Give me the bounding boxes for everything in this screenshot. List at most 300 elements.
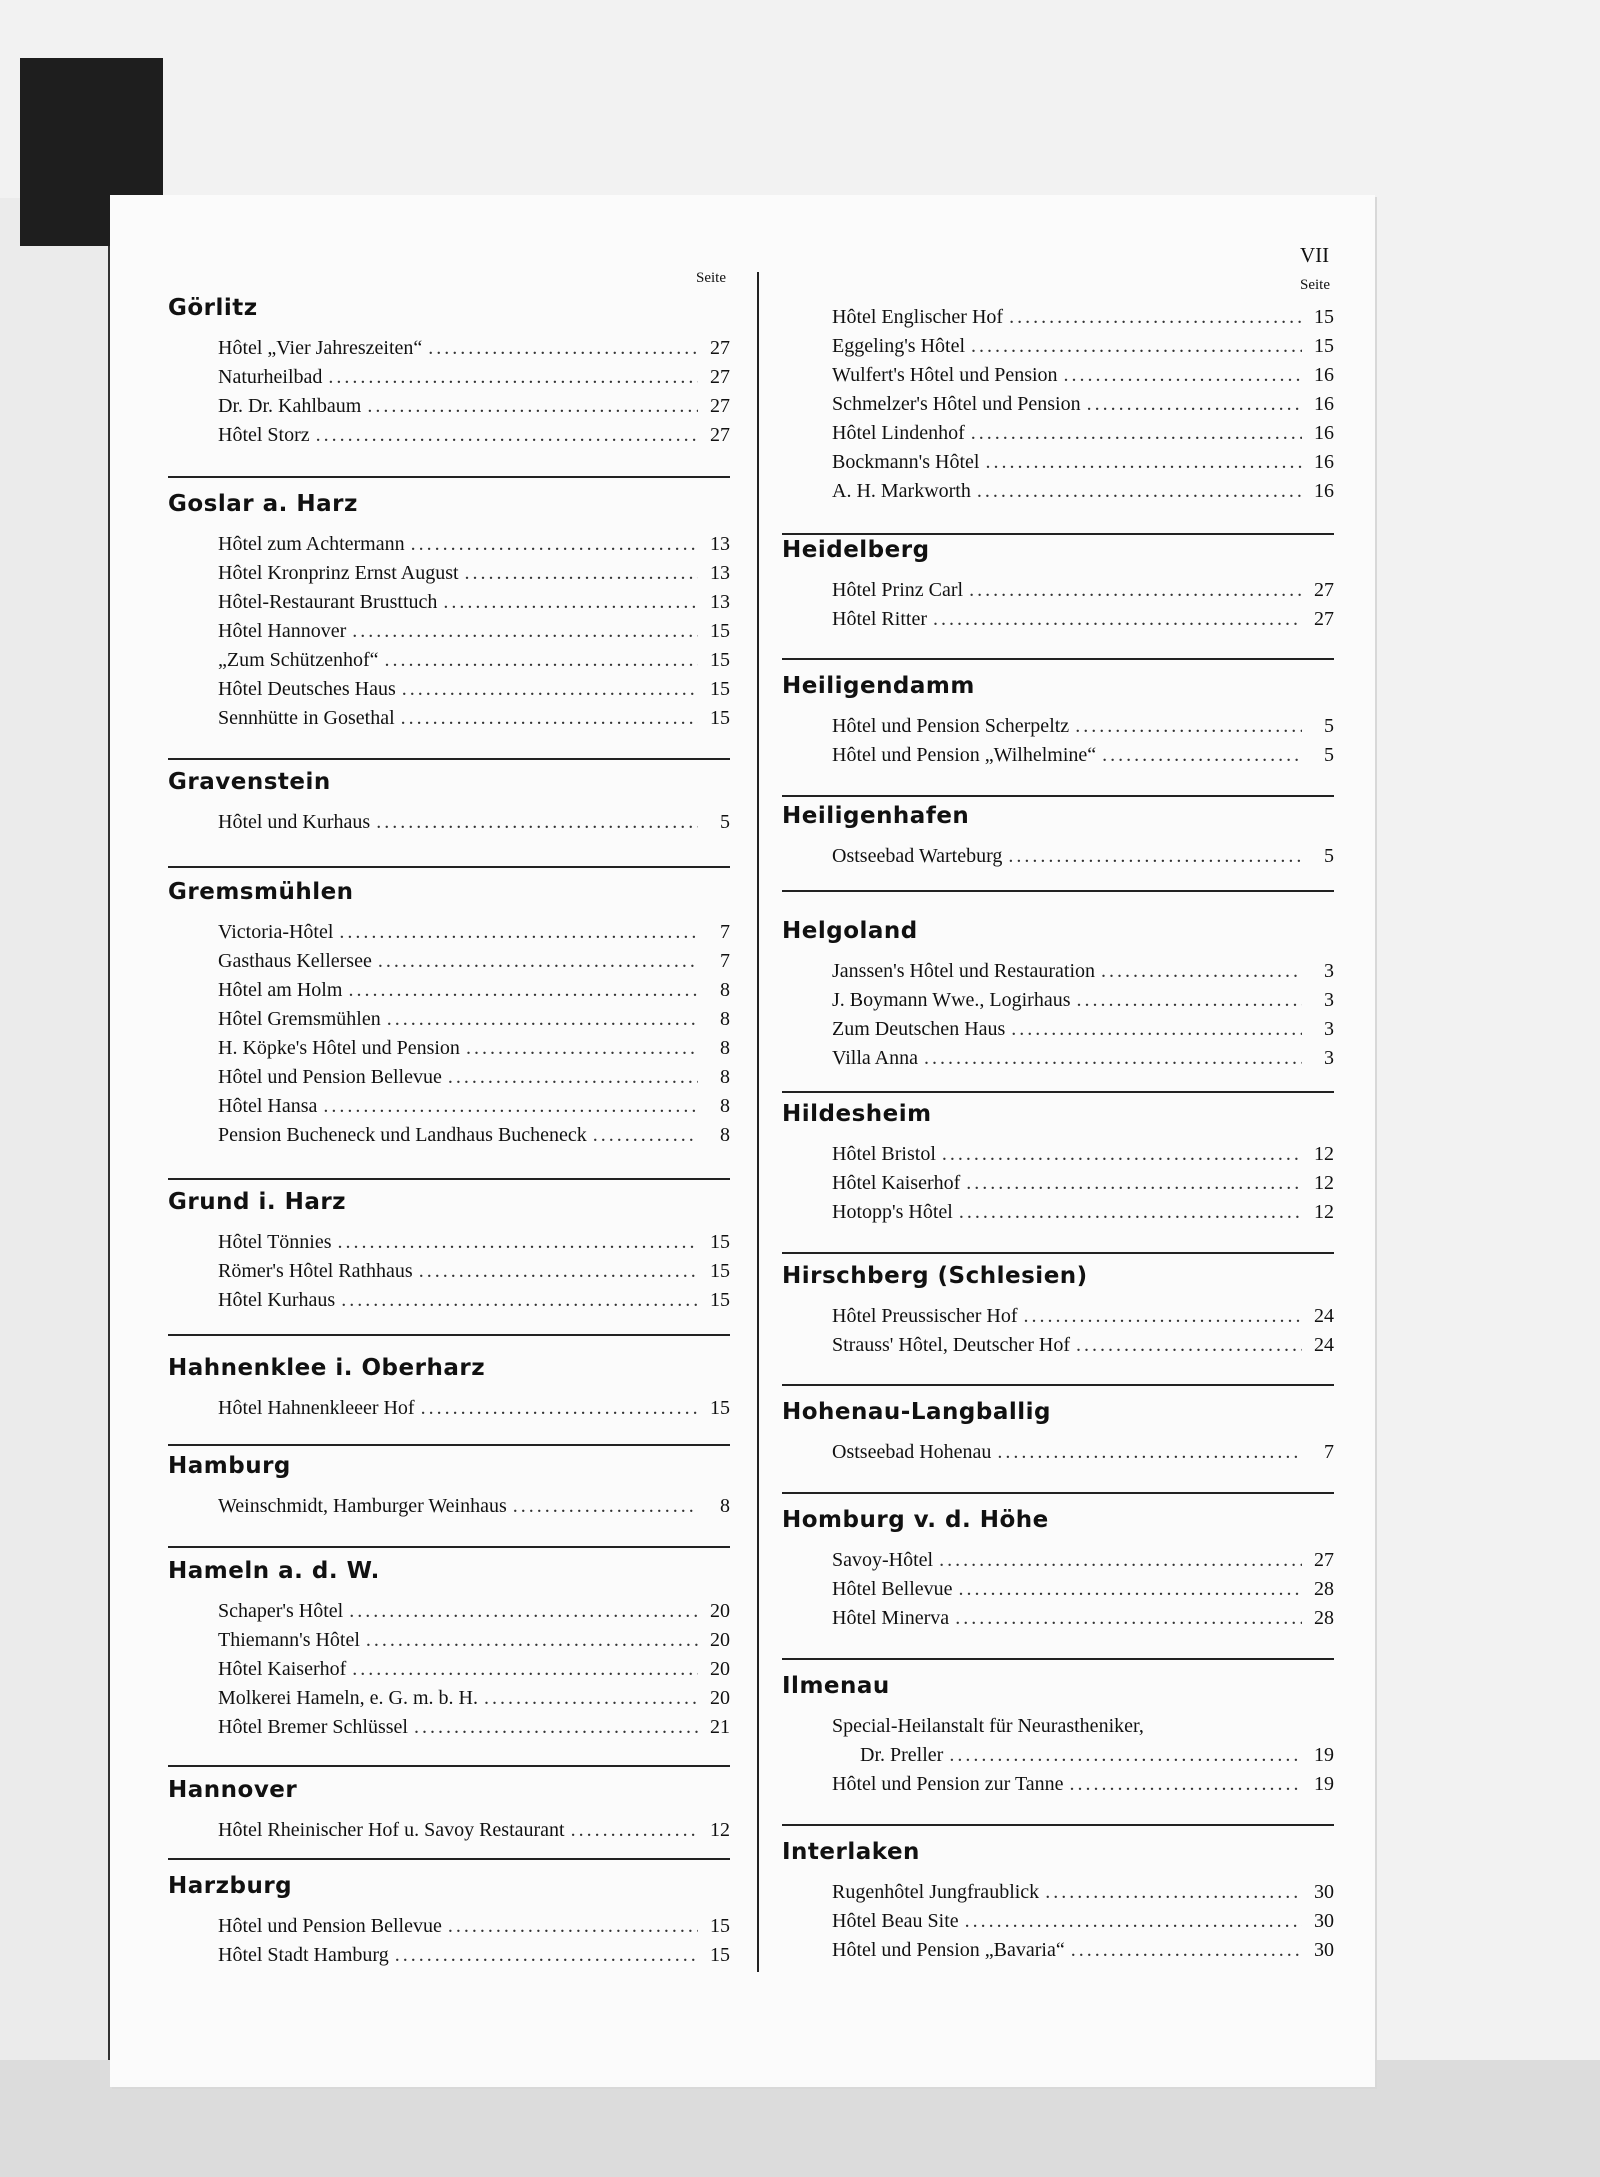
index-section [168,1186,730,1315]
entry-name: Hôtel Tönnies [218,1231,332,1253]
entry-page-number: 16 [1314,451,1334,473]
leader-dots [1045,1878,1302,1907]
entry-list [832,1302,1334,1360]
leader-dots [465,559,698,588]
entry-page-number: 15 [1314,306,1334,328]
index-entry [218,976,730,1005]
entry-page-number: 19 [1314,1773,1334,1795]
entry-name: Schaper's Hôtel [218,1600,344,1622]
index-entry [832,332,1334,361]
entry-name: Wulfert's Hôtel und Pension [832,364,1058,386]
entry-name: Weinschmidt, Hamburger Weinhaus [218,1495,507,1517]
entry-page-number: 8 [720,1495,730,1517]
entry-page-number: 3 [1324,1047,1334,1069]
leader-dots [338,1228,698,1257]
index-section [168,1555,730,1742]
section-rule [168,476,730,478]
entry-page-number: 20 [710,1687,730,1709]
entry-page-number: 27 [1314,579,1334,601]
entry-page-number: 8 [720,979,730,1001]
entry-page-number: 24 [1314,1334,1334,1356]
section-heading: Hameln a. d. W. [168,1558,380,1584]
section-heading: Harzburg [168,1873,293,1899]
leader-dots [385,646,699,675]
index-entry [218,1597,730,1626]
entry-name: Bockmann's Hôtel [832,451,980,473]
index-entry [218,1034,730,1063]
entry-name: Hôtel Stadt Hamburg [218,1944,389,1966]
section-rule [782,1091,1334,1093]
leader-dots [448,1063,698,1092]
index-entry [218,1684,730,1713]
seite-label: Seite [696,270,726,286]
index-entry [832,1936,1334,1965]
leader-dots [933,605,1302,634]
leader-dots [1101,957,1302,986]
entry-page-number: 5 [720,811,730,833]
entry-name: J. Boymann Wwe., Logirhaus [832,989,1071,1011]
index-entry [832,1741,1334,1770]
leader-dots [593,1121,698,1150]
entry-name: Hôtel „Vier Jahreszeiten“ [218,337,423,359]
section-rule [782,658,1334,660]
leader-dots [352,617,698,646]
entry-name: Hôtel Hansa [218,1095,318,1117]
entry-page-number: 12 [710,1819,730,1841]
leader-dots [942,1140,1302,1169]
entry-page-number: 13 [710,533,730,555]
entry-name: Hôtel Kronprinz Ernst August [218,562,459,584]
column-divider [757,272,759,1972]
leader-dots [1009,303,1302,332]
entry-page-number: 24 [1314,1305,1334,1327]
entry-name: Villa Anna [832,1047,919,1069]
section-heading: Hirschberg (Schlesien) [782,1263,1088,1289]
leader-dots [971,419,1302,448]
index-section [168,766,730,837]
entry-list [832,303,1334,506]
leader-dots [997,1438,1302,1467]
index-entry [832,1604,1334,1633]
leader-dots [443,588,698,617]
index-entry [832,712,1334,741]
index-entry [218,1655,730,1684]
index-entry [218,1121,730,1150]
entry-name: Hôtel Minerva [832,1607,950,1629]
index-entry [218,363,730,392]
entry-page-number: 8 [720,1008,730,1030]
entry-list [218,1492,730,1521]
entry-page-number: 8 [720,1066,730,1088]
leader-dots [411,530,698,559]
section-rule [168,1858,730,1860]
index-section [168,1870,730,1970]
entry-name: Hôtel Kaiserhof [832,1172,961,1194]
entry-page-number: 8 [720,1037,730,1059]
section-rule [168,866,730,868]
index-entry [218,675,730,704]
entry-list [218,530,730,733]
index-section [168,876,730,1150]
entry-page-number: 27 [1314,1549,1334,1571]
entry-name: Hôtel Bristol [832,1143,936,1165]
leader-dots [955,1604,1302,1633]
entry-list [218,1597,730,1742]
leader-dots [965,1907,1302,1936]
leader-dots [352,1655,698,1684]
entry-page-number: 15 [710,678,730,700]
index-entry [832,1140,1334,1169]
entry-name: Hôtel Rheinischer Hof u. Savoy Restaurant [218,1819,565,1841]
entry-name: Hôtel Ritter [832,608,927,630]
index-entry [832,1302,1334,1331]
entry-name: Janssen's Hôtel und Restauration [832,960,1096,982]
leader-dots [348,976,698,1005]
index-entry [832,477,1334,506]
entry-page-number: 7 [720,921,730,943]
leader-dots [428,334,698,363]
index-entry [218,646,730,675]
entry-list [832,1438,1334,1467]
index-entry [218,808,730,837]
entry-page-number: 19 [1314,1744,1334,1766]
index-entry [218,1492,730,1521]
index-entry [832,303,1334,332]
entry-list [218,1228,730,1315]
entry-list [218,334,730,450]
leader-dots [376,808,698,837]
section-rule [168,1178,730,1180]
entry-list [832,1878,1334,1965]
entry-name: Hôtel und Pension „Wilhelmine“ [832,744,1097,766]
entry-list [832,1546,1334,1633]
section-rule [782,890,1334,892]
section-rule [782,1658,1334,1660]
entry-name: Hôtel und Pension Bellevue [218,1066,442,1088]
index-entry [832,1575,1334,1604]
entry-name: Sennhütte in Gosethal [218,707,395,729]
leader-dots [1075,712,1302,741]
entry-name: Molkerei Hameln, e. G. m. b. H. [218,1687,478,1709]
index-entry [832,1438,1334,1467]
index-entry [832,1770,1334,1799]
leader-dots [966,1169,1302,1198]
entry-page-number: 15 [710,707,730,729]
section-rule [168,1765,730,1767]
entry-page-number: 20 [710,1600,730,1622]
leader-dots [421,1394,698,1423]
entry-page-number: 12 [1314,1201,1334,1223]
entry-name: Hôtel-Restaurant Brusttuch [218,591,438,613]
leader-dots [484,1684,698,1713]
leader-dots [1070,1770,1302,1799]
leader-dots [977,477,1302,506]
entry-page-number: 27 [710,337,730,359]
index-section [168,1774,730,1845]
entry-name: Hôtel Kurhaus [218,1289,336,1311]
section-rule [782,1824,1334,1826]
section-heading: Hannover [168,1777,298,1803]
entry-page-number: 15 [710,1289,730,1311]
entry-page-number: 21 [710,1716,730,1738]
leader-dots [401,704,698,733]
leader-dots [1102,741,1302,770]
entry-page-number: 5 [1324,845,1334,867]
entry-page-number: 7 [720,950,730,972]
index-section [782,1396,1334,1467]
leader-dots [939,1546,1302,1575]
leader-dots [1008,842,1302,871]
index-section [782,1836,1334,1965]
section-heading: Hahnenklee i. Oberharz [168,1355,486,1381]
index-entry [832,1878,1334,1907]
index-entry [218,617,730,646]
index-entry [218,1713,730,1742]
index-entry [832,986,1334,1015]
entry-name: Pension Bucheneck und Landhaus Bucheneck [218,1124,587,1146]
entry-name: Hôtel Deutsches Haus [218,678,396,700]
entry-page-number: 30 [1314,1910,1334,1932]
index-entry [218,1941,730,1970]
entry-name: Römer's Hôtel Rathhaus [218,1260,413,1282]
section-heading: Grund i. Harz [168,1189,347,1215]
entry-page-number: 12 [1314,1143,1334,1165]
entry-page-number: 3 [1324,989,1334,1011]
index-section [782,670,1334,770]
section-rule [782,1384,1334,1386]
section-rule [168,1546,730,1548]
entry-page-number: 7 [1324,1441,1334,1463]
entry-list [218,808,730,837]
entry-name: Hôtel Hahnenkleeer Hof [218,1397,415,1419]
entry-name: Hôtel zum Achtermann [218,533,405,555]
index-section [782,1504,1334,1633]
leader-dots [513,1492,698,1521]
entry-list [832,957,1334,1073]
index-entry [218,1257,730,1286]
entry-page-number: 16 [1314,393,1334,415]
entry-list [832,712,1334,770]
leader-dots [1064,361,1302,390]
leader-dots [1087,390,1302,419]
entry-name: Hôtel Prinz Carl [832,579,964,601]
entry-name: Thiemann's Hôtel [218,1629,360,1651]
section-heading: Ilmenau [782,1673,890,1699]
entry-page-number: 27 [710,366,730,388]
entry-page-number: 13 [710,562,730,584]
entry-name: Strauss' Hôtel, Deutscher Hof [832,1334,1070,1356]
leader-dots [366,1626,698,1655]
section-heading: Heiligenhafen [782,803,970,829]
entry-name: H. Köpke's Hôtel und Pension [218,1037,460,1059]
leader-dots [959,1198,1302,1227]
entry-page-number: 15 [1314,335,1334,357]
entry-page-number: 16 [1314,480,1334,502]
leader-dots [323,1092,698,1121]
leader-dots [448,1912,698,1941]
index-entry [218,1912,730,1941]
index-entry [218,704,730,733]
index-entry [218,947,730,976]
entry-name: Hôtel und Pension „Bavaria“ [832,1939,1065,1961]
section-heading: Görlitz [168,295,258,321]
leader-dots [959,1575,1302,1604]
entry-page-number: 27 [710,395,730,417]
entry-name: Hôtel Bremer Schlüssel [218,1716,408,1738]
leader-dots [395,1941,698,1970]
index-section [782,534,1334,634]
entry-name: Special-Heilanstalt für Neurastheniker, [832,1715,1144,1737]
entry-name: A. H. Markworth [832,480,971,502]
entry-name: Hôtel Kaiserhof [218,1658,347,1680]
entry-page-number: 8 [720,1095,730,1117]
entry-name: Hôtel und Pension zur Tanne [832,1773,1064,1795]
index-section [168,292,730,450]
leader-dots [1011,1015,1302,1044]
section-heading: Interlaken [782,1839,920,1865]
section-rule [168,758,730,760]
entry-list [832,576,1334,634]
leader-dots [341,1286,698,1315]
index-entry [832,419,1334,448]
index-entry [218,1816,730,1845]
entry-page-number: 13 [710,591,730,613]
entry-page-number: 30 [1314,1939,1334,1961]
index-entry [218,421,730,450]
index-entry [218,1092,730,1121]
entry-page-number: 15 [710,1915,730,1937]
index-entry [218,559,730,588]
index-entry [832,1015,1334,1044]
section-rule [782,1492,1334,1494]
index-section [782,1670,1334,1799]
entry-name: Hôtel Preussischer Hof [832,1305,1018,1327]
entry-page-number: 20 [710,1658,730,1680]
index-entry [218,1228,730,1257]
leader-dots [316,421,698,450]
entry-page-number: 8 [720,1124,730,1146]
entry-page-number: 27 [1314,608,1334,630]
entry-list [832,1140,1334,1227]
index-section [168,488,730,733]
entry-page-number: 15 [710,620,730,642]
index-entry [218,1286,730,1315]
entry-page-number: 15 [710,1944,730,1966]
leader-dots [367,392,698,421]
entry-page-number: 16 [1314,422,1334,444]
entry-name: Hôtel und Pension Scherpeltz [832,715,1070,737]
entry-name: Hôtel Englischer Hof [832,306,1004,328]
entry-name: Hôtel Beau Site [832,1910,959,1932]
entry-name: Ostseebad Warteburg [832,845,1003,867]
entry-page-number: 15 [710,649,730,671]
leader-dots [387,1005,698,1034]
entry-name: Dr. Dr. Kahlbaum [218,395,362,417]
index-entry [832,1907,1334,1936]
index-entry [832,361,1334,390]
index-section [168,1450,730,1521]
entry-list [218,1912,730,1970]
section-heading: Hildesheim [782,1101,932,1127]
leader-dots [571,1816,698,1845]
entry-list [218,918,730,1150]
entry-list [832,1712,1334,1799]
index-entry [218,1005,730,1034]
index-entry [832,1546,1334,1575]
leader-dots [402,675,698,704]
entry-page-number: 15 [710,1260,730,1282]
leader-dots [1077,986,1303,1015]
leader-dots [969,576,1302,605]
section-heading: Homburg v. d. Höhe [782,1507,1049,1533]
entry-name: Hôtel und Pension Bellevue [218,1915,442,1937]
entry-page-number: 27 [710,424,730,446]
index-entry [218,1394,730,1423]
index-section [782,800,1334,871]
entry-page-number: 5 [1324,715,1334,737]
section-heading: Hamburg [168,1453,291,1479]
section-heading: Goslar a. Harz [168,491,358,517]
entry-name: Hôtel Gremsmühlen [218,1008,381,1030]
entry-name: Hôtel Lindenhof [832,422,965,444]
entry-name: Hôtel am Holm [218,979,343,1001]
index-entry [218,588,730,617]
entry-list [832,842,1334,871]
index-entry [218,1626,730,1655]
section-rule [782,1252,1334,1254]
leader-dots [1024,1302,1302,1331]
section-rule [168,1334,730,1336]
leader-dots [924,1044,1302,1073]
section-heading: Heidelberg [782,537,930,563]
index-entry [832,1331,1334,1360]
entry-name: Eggeling's Hôtel [832,335,966,357]
entry-page-number: 3 [1324,1018,1334,1040]
entry-name: Victoria-Hôtel [218,921,334,943]
index-entry [832,1169,1334,1198]
index-entry [832,1712,1334,1741]
entry-page-number: 15 [710,1397,730,1419]
index-entry [218,530,730,559]
section-heading: Hohenau-Langballig [782,1399,1051,1425]
entry-page-number: 20 [710,1629,730,1651]
entry-page-number: 3 [1324,960,1334,982]
entry-page-number: 30 [1314,1881,1334,1903]
leader-dots [328,363,698,392]
section-heading: Helgoland [782,918,918,944]
entry-name: Hôtel Bellevue [832,1578,953,1600]
leader-dots [1071,1936,1302,1965]
index-section [782,303,1334,506]
entry-page-number: 28 [1314,1607,1334,1629]
section-heading: Gremsmühlen [168,879,354,905]
entry-name: Hôtel Hannover [218,620,347,642]
entry-name: Hotopp's Hôtel [832,1201,953,1223]
index-entry [832,1044,1334,1073]
entry-list [218,1394,730,1423]
page-number: VII [1300,243,1330,267]
section-heading: Heiligendamm [782,673,975,699]
leader-dots [378,947,698,976]
entry-page-number: 16 [1314,364,1334,386]
binding-strip [0,198,111,2128]
entry-name: Savoy-Hôtel [832,1549,934,1571]
leader-dots [971,332,1302,361]
entry-name: Ostseebad Hohenau [832,1441,992,1463]
leader-dots [339,918,698,947]
entry-list [218,1816,730,1845]
entry-name: Zum Deutschen Haus [832,1018,1006,1040]
